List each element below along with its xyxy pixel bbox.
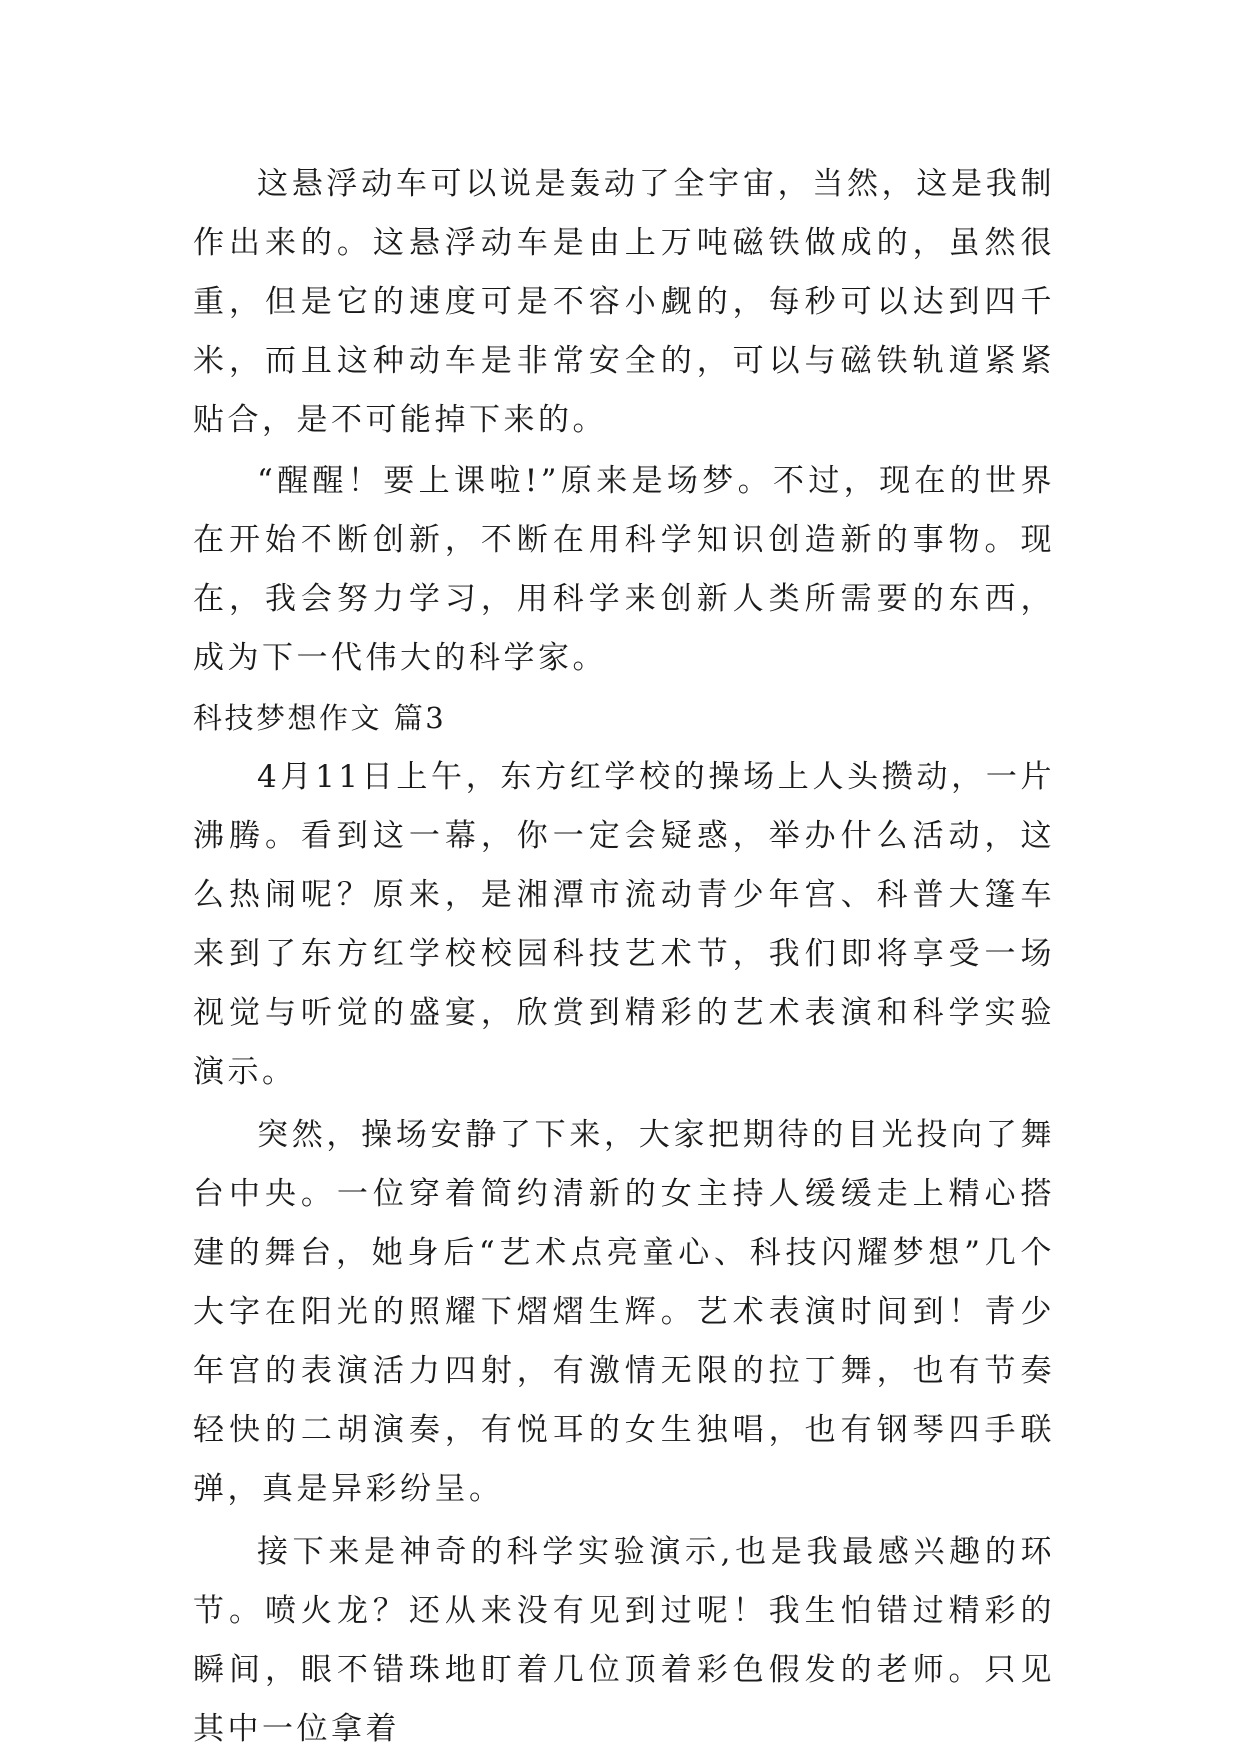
paragraph: “醒醒！要上课啦!”原来是场梦。不过，现在的世界在开始不断创新，不断在用科学知识创造新的事物。现在，我会努力学习，用科学来创新人类所需要的东西，成为下一代伟大的科学家。 [193,463,1055,676]
paragraph: 接下来是神奇的科学实验演示,也是我最感兴趣的环节。喷火龙？还从来没有见到过呢！我生怕错过精彩的瞬间，眼不错珠地盯着几位顶着彩色假发的老师。只见其中一位拿着 [193,1534,1055,1747]
paragraph: 4月11日上午，东方红学校的操场上人头攒动，一片沸腾。看到这一幕，你一定会疑惑，举办什么活动，这么热闹呢？原来，是湘潭市流动青少年宫、科普大篷车来到了东方红学校校园科技艺术节，我们即将享受一场视觉与听觉的盛宴，欣赏到精彩的艺术表演和科学实验演示。 [193,759,1055,1090]
paragraph: 这悬浮动车可以说是轰动了全宇宙，当然，这是我制作出来的。这悬浮动车是由上万吨磁铁做成的，虽然很重，但是它的速度可是不容小觑的，每秒可以达到四千米，而且这种动车是非常安全的，可以与磁铁轨道紧紧贴合，是不可能掉下来的。 [193,166,1055,438]
section-heading: 科技梦想作文 篇3 [193,701,447,735]
paragraph: 突然，操场安静了下来，大家把期待的目光投向了舞台中央。一位穿着简约清新的女主持人缓缓走上精心搭建的舞台，她身后“艺术点亮童心、科技闪耀梦想”几个大字在阳光的照耀下熠熠生辉。艺术表演时间到！青少年宫的表演活力四射，有激情无限的拉丁舞，也有节奏轻快的二胡演奏，有悦耳的女生独唱，也有钢琴四手联弹，真是异彩纷呈。 [193,1117,1055,1507]
document-body [193,155,1055,1759]
